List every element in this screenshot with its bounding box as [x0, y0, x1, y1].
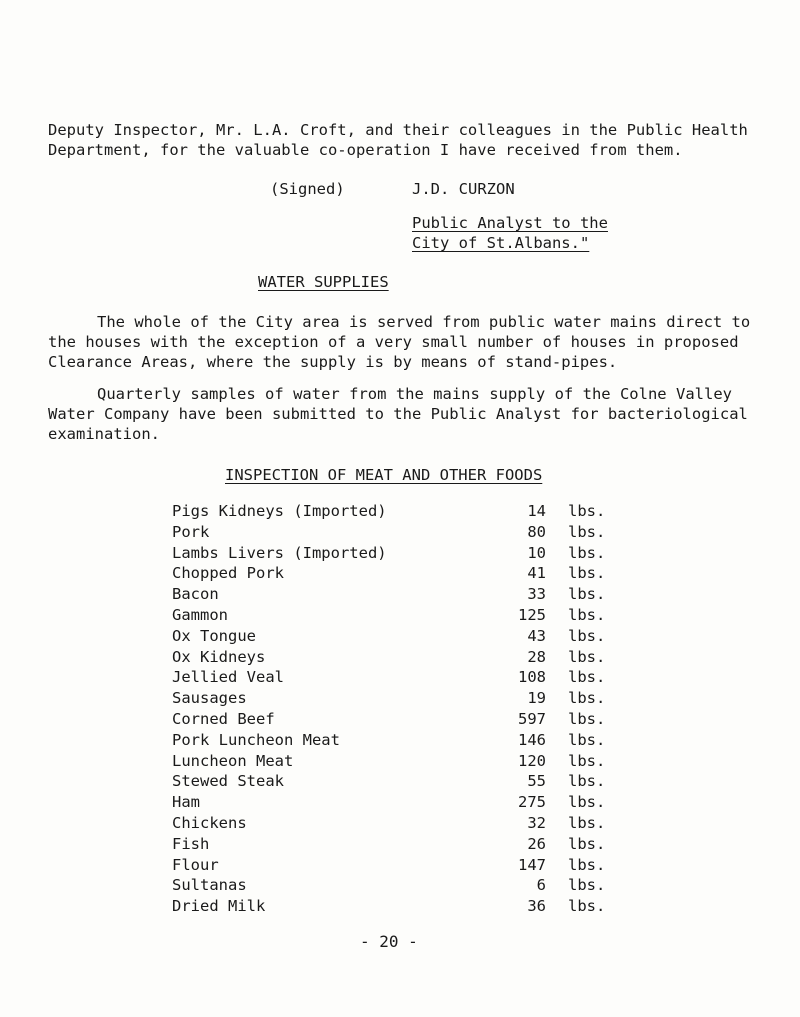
food-row	[172, 563, 622, 583]
food-item-unit: lbs.	[568, 814, 606, 832]
water-paragraph-line: The whole of the City area is served from public water mains direct to	[97, 313, 751, 331]
signed-label: (Signed)	[270, 180, 345, 198]
section-heading-meat-inspection: INSPECTION OF MEAT AND OTHER FOODS	[225, 466, 543, 484]
food-item-quantity: 28	[527, 647, 546, 666]
food-row	[172, 584, 622, 604]
food-item-name: Corned Beef	[172, 710, 275, 728]
food-row	[172, 626, 622, 646]
food-item-quantity: 120	[518, 751, 546, 770]
food-row	[172, 522, 622, 542]
food-item-quantity: 43	[527, 626, 546, 645]
food-item-name: Lambs Livers (Imported)	[172, 543, 387, 562]
food-item-unit: lbs.	[568, 855, 606, 874]
food-row	[172, 751, 622, 771]
food-item-name: Sausages	[172, 689, 247, 708]
food-row	[172, 688, 622, 708]
food-row	[172, 834, 622, 854]
food-row	[172, 771, 622, 791]
food-item-quantity: 55	[527, 772, 546, 791]
water-paragraph-line: Quarterly samples of water from the mains supply of the Colne Valley	[97, 385, 732, 403]
food-item-unit: lbs.	[568, 876, 606, 895]
food-row	[172, 543, 622, 563]
food-row	[172, 896, 622, 916]
food-row	[172, 875, 622, 895]
food-row	[172, 667, 622, 687]
food-item-quantity: 19	[527, 689, 546, 708]
food-item-name: Sultanas	[172, 876, 247, 895]
food-row	[172, 855, 622, 875]
food-item-unit: lbs.	[568, 543, 606, 562]
food-item-name: Chickens	[172, 814, 247, 832]
food-item-unit: lbs.	[568, 834, 606, 853]
food-item-quantity: 6	[536, 876, 546, 895]
food-item-quantity: 36	[527, 897, 546, 916]
food-item-quantity: 80	[527, 522, 546, 541]
food-item-name: Ham	[172, 793, 200, 812]
intro-line: Deputy Inspector, Mr. L.A. Croft, and their colleagues in the Public Health	[48, 121, 748, 139]
food-item-quantity: 275	[518, 793, 546, 812]
signatory-name: J.D. CURZON	[412, 180, 515, 198]
food-item-name: Stewed Steak	[172, 772, 284, 791]
food-item-unit: lbs.	[568, 751, 606, 770]
food-item-unit: lbs.	[568, 585, 606, 604]
food-item-quantity: 146	[518, 730, 546, 749]
food-item-name: Pigs Kidneys (Imported)	[172, 502, 387, 520]
signatory-title: Public Analyst to the	[412, 214, 608, 232]
food-item-name: Flour	[172, 855, 219, 874]
food-row	[172, 647, 622, 667]
food-row	[172, 605, 622, 625]
food-item-quantity: 33	[527, 585, 546, 604]
water-paragraph-line: Water Company have been submitted to the Public Analyst for bacteriological	[48, 405, 748, 423]
food-item-name: Pork Luncheon Meat	[172, 730, 340, 749]
food-item-name: Bacon	[172, 585, 219, 604]
food-item-name: Dried Milk	[172, 897, 266, 916]
food-item-unit: lbs.	[568, 730, 606, 749]
intro-line: Department, for the valuable co-operation I have received from them.	[48, 141, 683, 159]
section-heading-water-supplies: WATER SUPPLIES	[258, 273, 389, 291]
food-item-unit: lbs.	[568, 772, 606, 791]
food-item-unit: lbs.	[568, 897, 606, 916]
food-item-name: Gammon	[172, 606, 228, 624]
food-item-name: Pork	[172, 522, 210, 541]
food-item-name: Luncheon Meat	[172, 751, 294, 770]
food-item-quantity: 597	[518, 710, 546, 728]
food-item-unit: lbs.	[568, 522, 606, 541]
food-item-unit: lbs.	[568, 710, 606, 728]
food-row	[172, 730, 622, 750]
food-item-quantity: 26	[527, 834, 546, 853]
food-item-quantity: 10	[527, 543, 546, 562]
food-item-name: Chopped Pork	[172, 564, 284, 583]
food-item-name: Ox Tongue	[172, 626, 256, 645]
water-paragraph-line: examination.	[48, 425, 160, 443]
food-item-name: Ox Kidneys	[172, 647, 266, 666]
food-item-quantity: 41	[527, 564, 546, 583]
food-item-unit: lbs.	[568, 502, 606, 520]
food-item-unit: lbs.	[568, 668, 606, 687]
food-item-unit: lbs.	[568, 626, 606, 645]
water-paragraph-line: Clearance Areas, where the supply is by means of stand-pipes.	[48, 353, 618, 371]
food-item-unit: lbs.	[568, 647, 606, 666]
food-item-quantity: 125	[518, 606, 546, 624]
food-item-name: Fish	[172, 834, 210, 853]
food-item-quantity: 147	[518, 855, 546, 874]
food-row	[172, 501, 622, 521]
food-item-unit: lbs.	[568, 606, 606, 624]
food-item-unit: lbs.	[568, 793, 606, 812]
water-paragraph-line: the houses with the exception of a very small number of houses in proposed	[48, 333, 739, 351]
food-item-unit: lbs.	[568, 689, 606, 708]
food-item-unit: lbs.	[568, 564, 606, 583]
food-item-quantity: 108	[518, 668, 546, 687]
page-number: - 20 -	[360, 932, 418, 951]
signatory-title: City of St.Albans."	[412, 234, 590, 252]
food-row	[172, 813, 622, 833]
food-row	[172, 709, 622, 729]
food-row	[172, 792, 622, 812]
food-item-quantity: 32	[527, 814, 546, 832]
food-item-name: Jellied Veal	[172, 668, 284, 687]
food-item-quantity: 14	[527, 502, 546, 520]
